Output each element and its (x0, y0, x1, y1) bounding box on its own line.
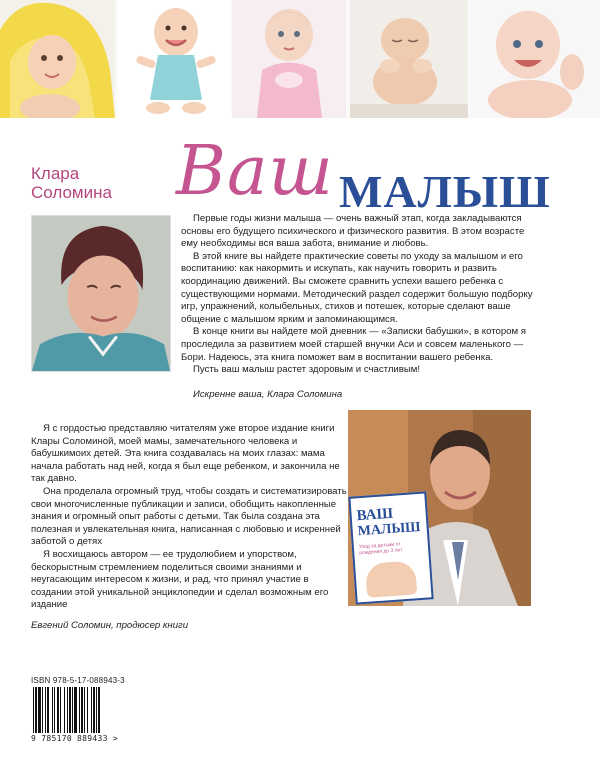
book-title-part-2: МАЛЫШ (339, 166, 551, 217)
author-signature: Искренне ваша, Клара Соломина (193, 389, 343, 400)
producer-paragraph: Я с гордостью представляю читателям уже второе издание книги Клары Соломиной, моей мамы, замечательного человека и бабушкимоих детей. Эта книга создавалась на моих глазах: мама начала работать над ней, когда я был еще ребенком, и закончила не так давно. (31, 423, 340, 485)
producer-signature: Евгений Соломин, продюсер книги (31, 620, 189, 631)
barcode-bar (91, 687, 92, 733)
isbn-label: ISBN 978-5-17-088943-3 (31, 676, 125, 685)
barcode-bar (45, 687, 46, 733)
baby-photo-5 (470, 0, 600, 118)
baby-photo-4 (350, 0, 468, 118)
held-book-title-1: ВАШ (356, 505, 394, 525)
barcode-bar (35, 687, 37, 733)
barcode-bar (33, 687, 34, 733)
barcode-bar (84, 687, 85, 733)
producer-paragraph: Она проделала огромный труд, чтобы создать и систематизировать свои многочисленные публикации и записи, обобщить накопленные знания и огромный опыт работы с детьми. Так была создана эта полезная и увлекательная книга, написанная с любовью и искренней заботой о детях (31, 485, 347, 548)
barcode-bar (47, 687, 49, 733)
intro-paragraph: В конце книги вы найдете мой дневник — «Записки бабушки», в котором я проследила за развитием моей старшей внучки Аси и совсем маленького — Бори. Надеюсь, эта книга поможет вам в воспитании вашего ребенка. (181, 326, 526, 363)
barcode-bar (38, 687, 41, 733)
held-book (348, 491, 433, 604)
barcode-digits: 9 785170 889433 > (31, 734, 118, 743)
producer-portrait (348, 410, 531, 606)
baby-photo-3 (232, 0, 346, 118)
barcode-bar (81, 687, 83, 733)
intro-paragraph: Первые годы жизни малыша — очень важный этап, когда закладываются основы его будущего психического и физического развития. В этом возрасте ему необходимы вся ваша забота, внимание и любовь. (181, 213, 525, 250)
barcode-bar (52, 687, 53, 733)
barcode-bar (79, 687, 80, 733)
intro-paragraph: Пусть ваш малыш растет здоровым и счастливым! (193, 364, 421, 376)
author-name (31, 164, 112, 202)
barcode-bar (93, 687, 95, 733)
barcode-bar (67, 687, 68, 733)
held-book-baby-image (365, 560, 417, 597)
barcode-bar (98, 687, 100, 733)
baby-photo-2 (118, 0, 231, 118)
barcode-bar (87, 687, 88, 733)
author-portrait (31, 215, 171, 372)
held-book-subtitle: Уход за детьми от рождения до 3 лет (358, 541, 403, 557)
intro-text (181, 213, 536, 377)
producer-text (31, 423, 349, 612)
barcode-bar (96, 687, 97, 733)
barcode-bar (72, 687, 73, 733)
author-first-name: Клара (31, 164, 80, 183)
barcode-bar (69, 687, 71, 733)
producer-paragraph: Я восхищаюсь автором — ее трудолюбием и упорством, бескорыстным стремлением поделиться своими знаниями и неугасающим интересом к жизни, и рад, что принял участие в создании этой уникальной энциклопедии и сделал возможным его издание (31, 548, 329, 611)
book-title-part-1: Ваш (176, 132, 334, 211)
intro-paragraph: В этой книге вы найдете практические советы по уходу за малышом и его воспитанию: как накормить и искупать, как научить говорить и развить координацию движений. Вы сможете сравнить успехи вашего ребенка с существующими нормами. Методический раздел содержит большую подборку игр, упражнений, колыбельных, стихов и потешек, которые сделают ваше общение с малышом ярким и запоминающимся. (181, 250, 533, 325)
barcode-bar (57, 687, 59, 733)
barcode-bar (42, 687, 43, 733)
baby-photo-1 (0, 0, 115, 118)
barcode (31, 687, 127, 733)
held-book-title-2: МАЛЫШ (357, 519, 422, 540)
barcode-bar (64, 687, 65, 733)
barcode-bar (54, 687, 55, 733)
barcode-bar (74, 687, 77, 733)
barcode-bar (60, 687, 61, 733)
author-last-name: Соломина (31, 183, 112, 202)
